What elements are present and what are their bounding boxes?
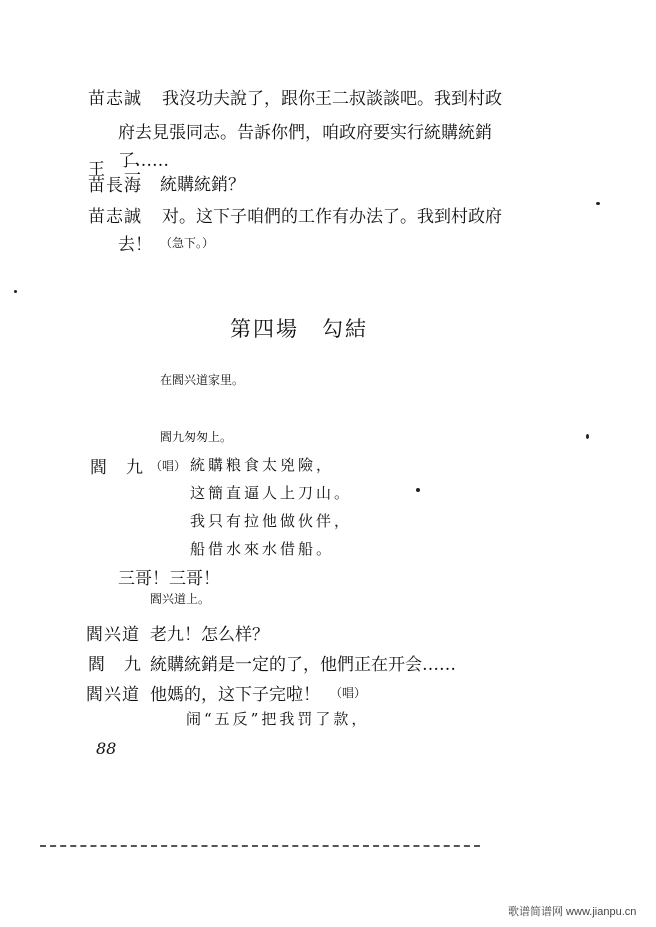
dialogue-line: 統購統銷？ — [160, 175, 245, 195]
scan-speck — [586, 434, 589, 439]
verse-line: 我只有拉他做伙伴， — [190, 512, 353, 530]
dialogue-line: 他媽的，这下子完啦！ — [150, 685, 320, 705]
speaker-yan-xingdao: 閻兴道 — [86, 685, 140, 705]
dialogue-line: 去！ — [118, 235, 152, 255]
speaker-miao-changhai: 苗長海 — [88, 176, 142, 196]
dialogue-line: 对。这下子咱們的工作有办法了。我到村政府 — [162, 207, 502, 227]
verse-line: 船借水來水借船。 — [190, 540, 335, 558]
stage-note: （急下。） — [160, 236, 215, 250]
dialogue-line: 三哥！三哥！ — [118, 569, 220, 589]
sing-marker: （唱） — [330, 686, 367, 700]
stage-direction: 閻兴道上。 — [150, 592, 211, 606]
verse-line: 闹“五反”把我罚了款， — [186, 710, 370, 728]
dialogue-line: 了…… — [118, 151, 169, 171]
scan-speck — [14, 290, 17, 293]
dialogue-line: 統購統銷是一定的了，他們正在开会…… — [150, 655, 456, 675]
stage-direction: 在閻兴道家里。 — [160, 373, 245, 387]
verse-line: 統購粮食太兇險， — [190, 456, 335, 474]
speaker-yan-xingdao: 閻兴道 — [86, 625, 140, 645]
speaker-yan-jiu: 閻 九 — [88, 655, 142, 675]
speaker-miao-zhicheng: 苗志誠 — [88, 89, 142, 109]
scan-speck — [596, 202, 600, 205]
speaker-yan-jiu: 閻 九 — [90, 458, 144, 478]
page-number: 88 — [96, 739, 117, 758]
scan-speck — [416, 488, 420, 492]
watermark: 歌谱简谱网 www.jianpu.cn — [508, 906, 637, 918]
dialogue-line: 府去見張同志。告訴你們，咱政府要实行統購統銷 — [118, 123, 492, 143]
stage-direction: 閻九匆匆上。 — [160, 430, 233, 444]
scan-artifact-line — [40, 845, 480, 847]
speaker-wang-er: 王 二 — [88, 160, 142, 180]
verse-line: 这簡直逼人上刀山。 — [190, 484, 353, 502]
dialogue-line: 老九！怎么样？ — [150, 625, 269, 645]
scene-title: 第四場 勾結 — [230, 317, 368, 341]
dialogue-line: 我沒功夫說了，跟你王二叔談談吧。我到村政 — [162, 89, 502, 109]
sing-marker: （唱） — [150, 459, 187, 473]
speaker-miao-zhicheng: 苗志誠 — [88, 207, 142, 227]
